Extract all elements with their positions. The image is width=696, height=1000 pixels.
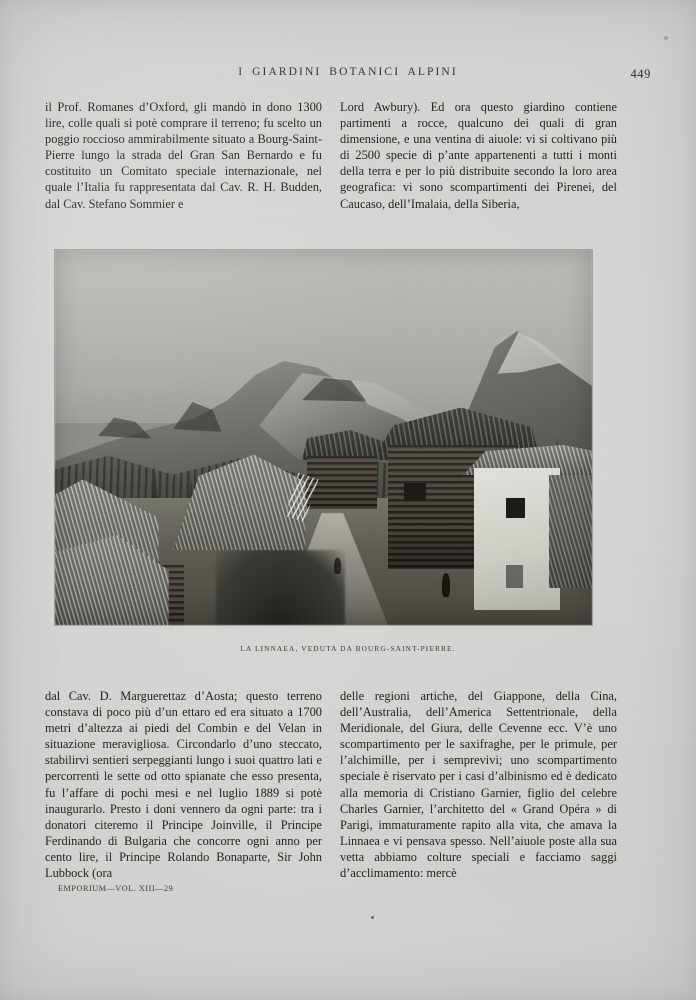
paragraph-bottom-left: dal Cav. D. Marguerettaz d’Aosta; questo terreno constava di poco più d’un ettaro ed era situato a 1700 metri d’altezza ai piedi del Combin e del Velan in situazione meravigliosa. Circondarlo d’uno steccato, stabilirvi sentieri serpeggianti lungo i suoi quattro lati e percorrenti le sette od otto spianate che esso presenta, fu l’affare di pochi mesi e nel luglio 1889 si potè inaugurarlo. Presto i doni vennero da ogni parte: tra i donatori citeremo il Principe Joinville, il Principe Ferdinando di Bulgaria che concorre ogni anno per cento lire, il Principe Rolando Bonaparte, Sir John Lubbock (ora <box>45 689 322 881</box>
figure-caption: LA LINNAEA, VEDUTA DA BOURG-SAINT-PIERRE. <box>240 644 456 653</box>
paper-speck <box>664 36 668 40</box>
window <box>404 483 425 502</box>
running-head <box>45 66 651 84</box>
building-wall-white-house <box>474 468 560 611</box>
person-figure <box>334 558 340 575</box>
photograph-scene <box>55 250 592 625</box>
column-top-right <box>340 99 617 212</box>
paper-speck <box>371 916 374 919</box>
person-figure <box>442 573 451 597</box>
running-head-title: I GIARDINI BOTANICI ALPINI <box>238 66 458 78</box>
window <box>506 565 523 588</box>
footer-signature: EMPORIUM—VOL. XIII—29 <box>58 884 174 893</box>
paragraph-top-right: Lord Awbury). Ed ora questo giardino contiene partimenti a rocce, qualcuno dei quali di gran dimensione, e una ventina di aiuole: vi si coltivano più di 2500 specie di p’ante appartenenti a tutti i monti della terra e per lo più distribuite secondo la loro area geografica: vi sono scompartimenti dei Pirenei, del Caucaso, dell’Imalaia, della Siberia, <box>340 100 617 211</box>
window <box>506 498 525 519</box>
paragraph-bottom-right: delle regioni artiche, del Giappone, della Cina, dell’Australia, dell’America Settentrionale, della Meridionale, del Giura, delle Cevenne ecc. V’è uno scompartimento per le saxifraghe, per le primule, per l’alchimille, per i semprevivi; uno scompartimento speciale è riservato per i casi d’albinismo ed è dedicato alla memoria di Cristiano Garnier, figlio del celebre Charles Garnier, l’architetto del « Grand Opéra » di Parigi, immaturamente rapito alla vita, che amava la Linnaea e vi pensava spesso. Nell’aiuole poste alla sua vetta abbiamo colture speciali e facciamo saggi d’acclimamento: mercè <box>340 689 617 881</box>
column-bottom-left <box>45 688 322 881</box>
page-number: 449 <box>630 67 651 81</box>
photograph-plate <box>55 250 592 625</box>
text-block-top <box>45 99 651 212</box>
text-block-bottom <box>45 688 651 881</box>
dark-earth-mound <box>216 550 345 625</box>
stone-wall-right <box>549 475 592 588</box>
column-top-left <box>45 99 322 212</box>
column-bottom-right <box>340 688 617 881</box>
paragraph-top-left: il Prof. Romanes d’Oxford, gli mandò in dono 1300 lire, colle quali si potè comprare il terreno; fu scelto un poggio roccioso ammirabilmente situato a Bourg-Saint-Pierre lungo la strada del Gran San Bernardo e fu costituito un Comitato speciale internazionale, nel quale l’Italia fu rappresentata dal Cav. R. H. Budden, dal Cav. Stefano Sommier e <box>45 100 322 211</box>
